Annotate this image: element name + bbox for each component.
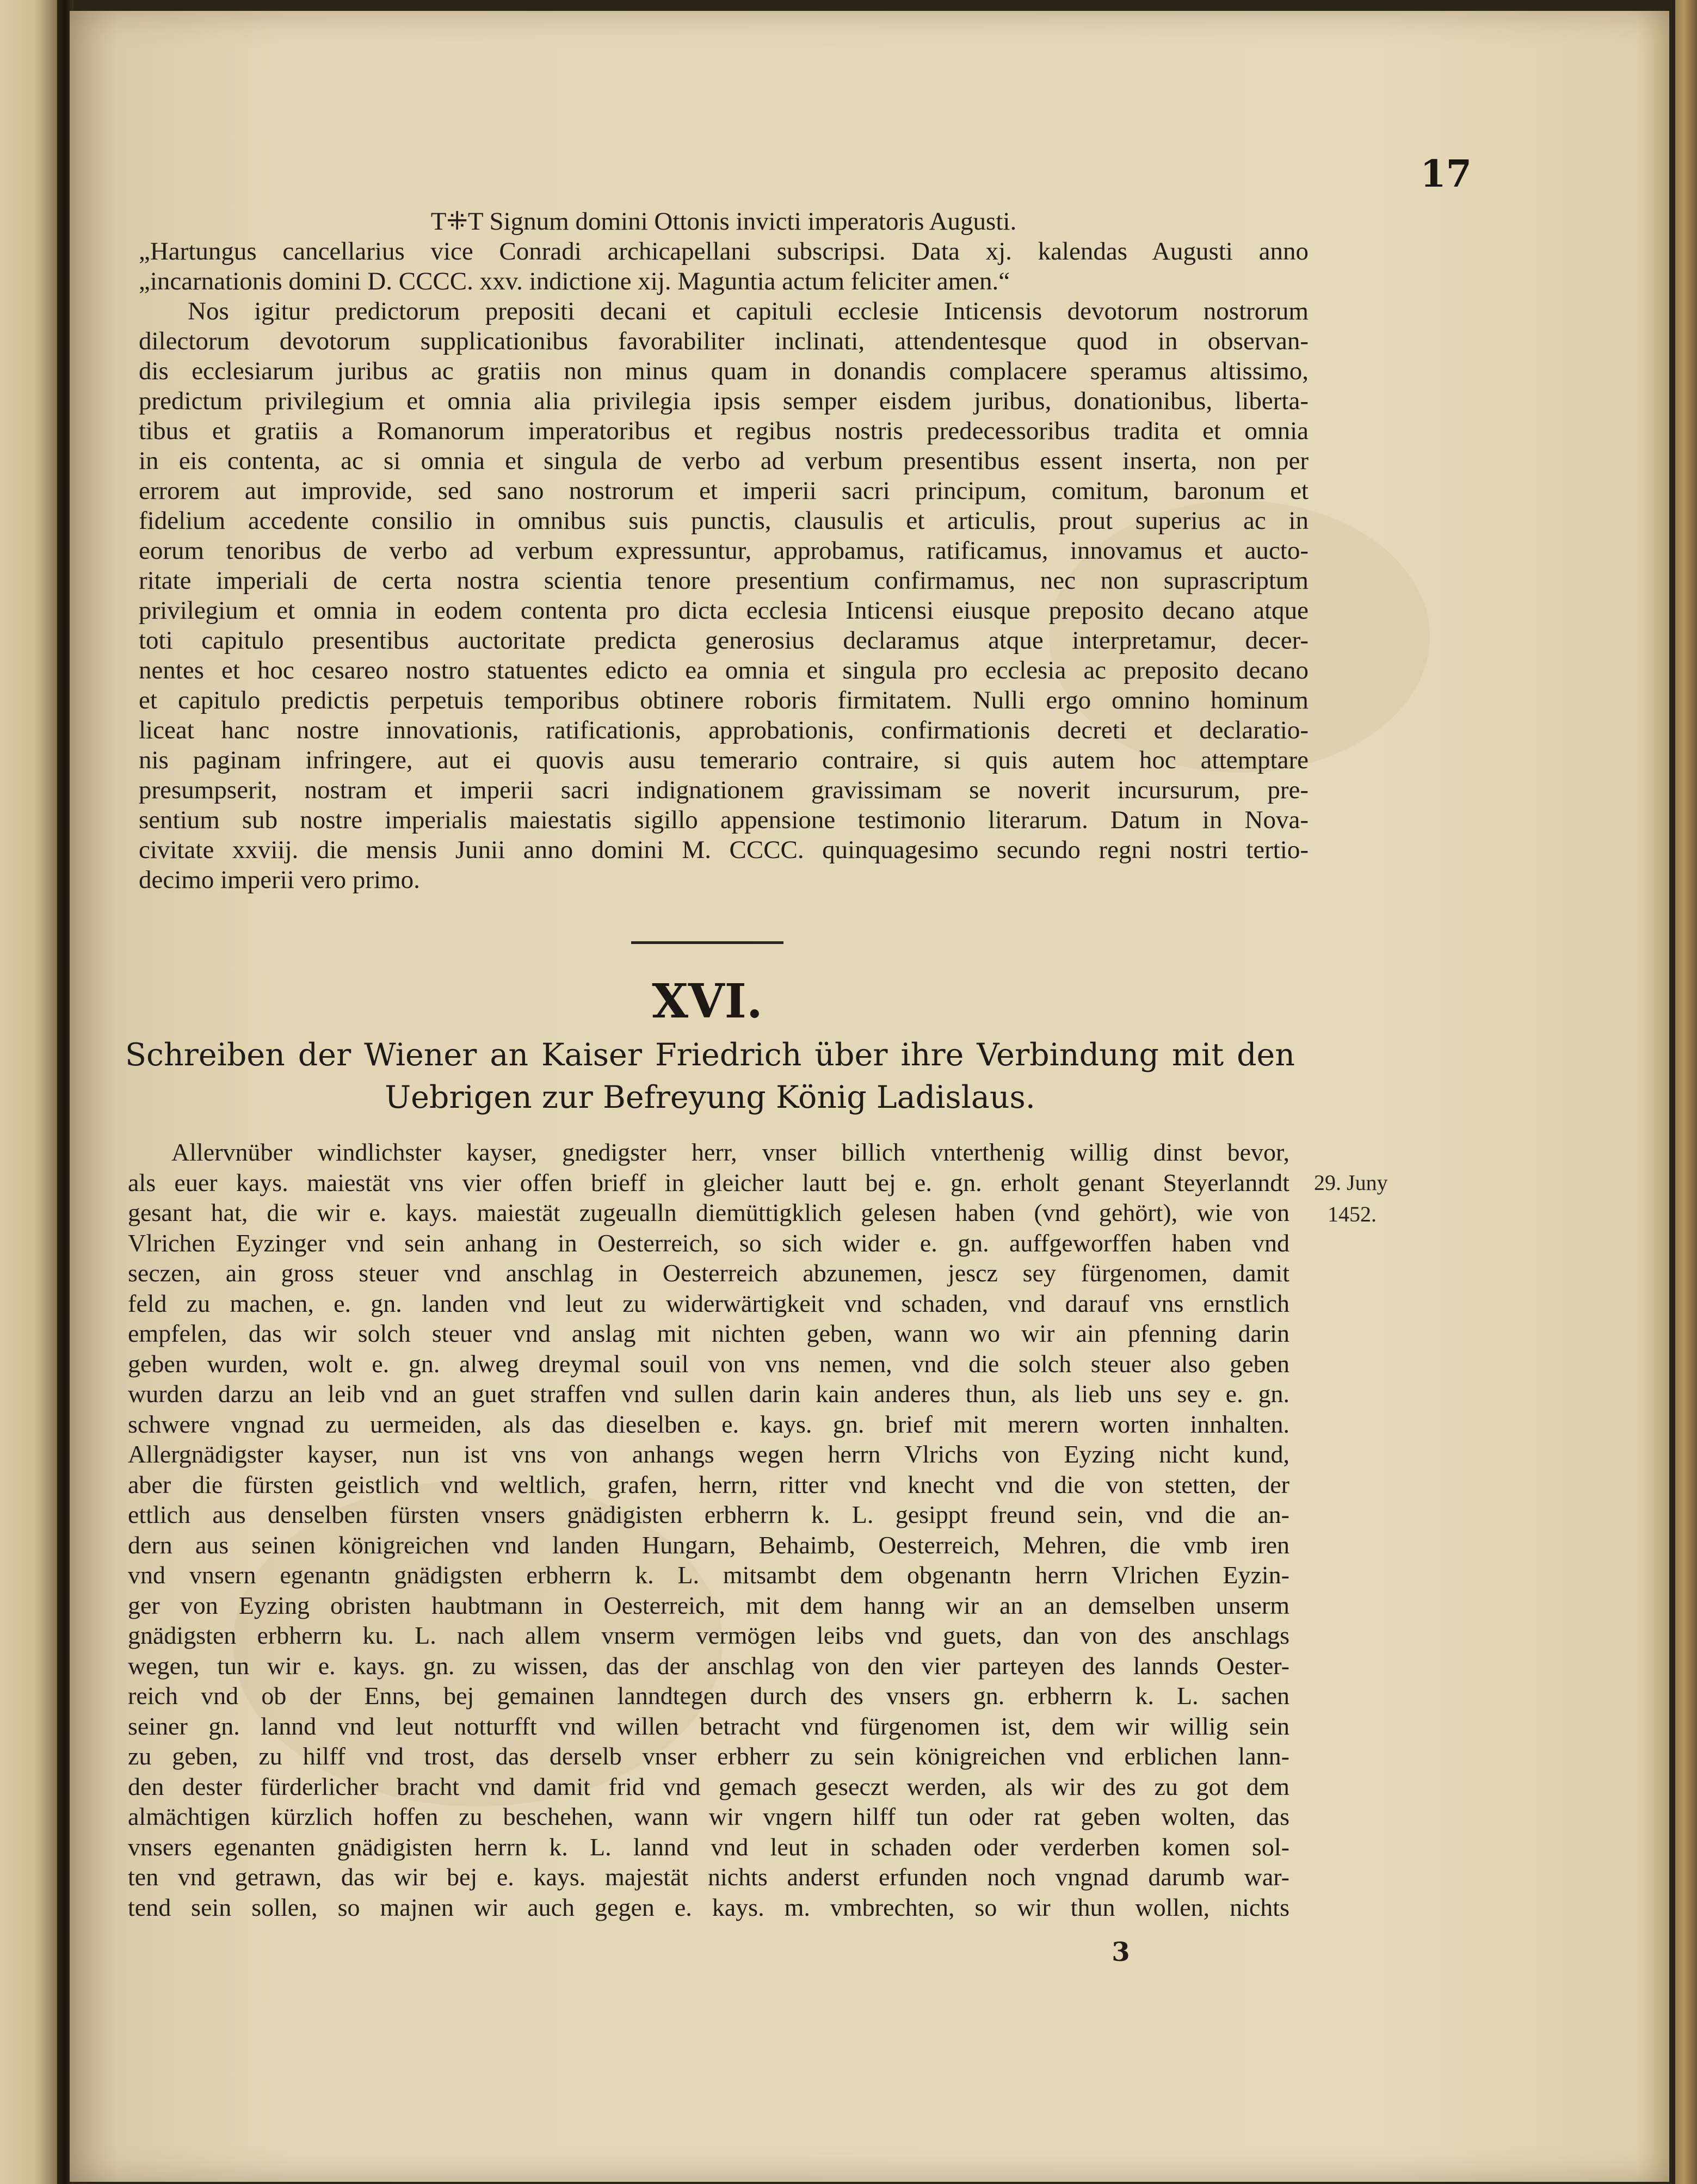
section-heading (125, 1034, 1295, 1119)
text-line: decimo imperii vero primo. (139, 866, 420, 894)
heading-line-2: Uebrigen zur Befreyung König Ladislaus. (385, 1079, 1035, 1115)
text-line: reich vnd ob der Enns, bej gemainen lanndtegen durch des vnsers gn. erbherrn k. L. sachen (128, 1682, 1289, 1710)
text-line: predictum privilegium et omnia alia privilegia ipsis semper eisdem juribus, donationibus, liberta- (139, 387, 1309, 415)
text-line: dis ecclesiarum juribus ac gratiis non minus quam in donandis complacere speramus altissimo, (139, 357, 1309, 385)
text-line: „Hartungus cancellarius vice Conradi archicapellani subscripsi. Data xj. kalendas Augusti anno (139, 237, 1309, 266)
text-line: Nos igitur predictorum prepositi decani et capituli ecclesie Inticensis devotorum nostrorum (188, 297, 1309, 325)
facing-page-edge (0, 0, 65, 2184)
text-line: seiner gn. lannd vnd leut notturfft vnd willen betracht vnd fürgenomen ist, dem wir willig sein (128, 1712, 1289, 1740)
text-line: gnädigsten erbherrn ku. L. nach allem vnserm vermögen leibs vnd guets, dan von des anschlags (128, 1621, 1289, 1649)
text-line: ger von Eyzing obristen haubtmann in Oesterreich, mit dem hanng wir an an demselben unserm (128, 1591, 1289, 1619)
text-line: almächtigen kürzlich hoffen zu beschehen, wann wir vngern hilff tun oder rat geben wolten, das (128, 1803, 1289, 1830)
text-line: errorem aut improvide, sed sano nostrorum et imperii sacri principum, comitum, baronum et (139, 477, 1309, 505)
text-line: den dester fürderlicher bracht vnd damit frid vnd gemach geseczt werden, als wir des zu got dem (128, 1772, 1289, 1800)
text-line: liceat hanc nostre innovationis, ratificationis, approbationis, confirmationis decreti et declaratio- (139, 716, 1309, 744)
text-line: als euer kays. maiestät vns vier offen brieff in gleicher lautt bej e. gn. erholt genant Steyerlanndt (128, 1168, 1289, 1196)
text-line: tibus et gratiis a Romanorum imperatoribus et regibus nostris predecessoribus tradita et omnia (139, 417, 1309, 445)
latin-charter-text (139, 207, 1309, 895)
text-line: Allervnüber windlichster kayser, gnedigster herr, vnser billich vnterthenig willig dinst bevor, (171, 1138, 1289, 1166)
text-line: eorum tenoribus de verbo ad verbum expressuntur, approbamus, ratificamus, innovamus et aucto- (139, 536, 1309, 565)
text-line: aber die fürsten geistlich vnd weltlich, grafen, herrn, ritter vnd knecht vnd die von stetten, der (128, 1470, 1289, 1498)
text-line: nis paginam infringere, aut ei quovis ausu temerario contraire, si quis autem hoc attemptare (139, 746, 1309, 774)
text-line: geben wurden, wolt e. gn. alweg dreymal souil von vns nemen, vnd die solch steuer also geben (128, 1349, 1289, 1378)
text-line: tend sein sollen, so majnen wir auch gegen e. kays. m. vmbrechten, so wir thun wollen, nichts (128, 1893, 1289, 1921)
text-line: T⁜T Signum domini Ottonis invicti imperatoris Augusti. (430, 207, 1017, 236)
text-line: in eis contenta, ac si omnia et singula de verbo ad verbum presentibus essent inserta, non per (139, 447, 1309, 475)
text-line: Allergnädigster kayser, nun ist vns von anhangs wegen herrn Vlrichs von Eyzing nicht kund, (128, 1440, 1289, 1468)
text-line: sentium sub nostre imperialis maiestatis sigillo appensione testimonio literarum. Datum in Nova- (139, 806, 1309, 834)
text-line: privilegium et omnia in eodem contenta pro dicta ecclesia Inticensi eiusque preposito decano atque (139, 596, 1309, 625)
text-line: dilectorum devotorum supplicationibus favorabiliter inclinati, attendentesque quod in observan- (139, 327, 1309, 355)
letter-text (128, 1137, 1289, 1922)
text-line: toti capitulo presentibus auctoritate predicta generosius declaramus atque interpretamur, decer- (139, 626, 1309, 655)
text-line: wurden darzu an leib vnd an guet straffen vnd sullen darin kain anderes thun, als lieb uns sey e. gn. (128, 1380, 1289, 1408)
section-divider (631, 941, 783, 944)
text-line: et capitulo predictis perpetuis temporibus obtinere roboris firmitatem. Nulli ergo omnino hominum (139, 686, 1309, 714)
page-number: 17 (1420, 152, 1472, 196)
page-fore-edge (1675, 0, 1697, 2184)
text-line: vnsers egenanten gnädigisten herrn k. L. lannd vnd leut in schaden oder verderben komen sol- (128, 1833, 1289, 1861)
text-line: wegen, tun wir e. kays. gn. zu wissen, das der anschlag von den vier parteyen des lannds Oester- (128, 1651, 1289, 1680)
text-line: fidelium accedente consilio in omnibus suis punctis, clausulis et articulis, prout superius ac in (139, 507, 1309, 535)
marginal-year: 1452. (1328, 1202, 1377, 1226)
text-line: seczen, ain gross steuer vnd anschlag in Oesterreich abzunemen, jescz sey fürgenomen, damit (128, 1259, 1289, 1287)
text-line: gesant hat, die wir e. kays. maiestät zugeualln diemüttigklich gelesen haben (vnd gehört), wie von (128, 1199, 1289, 1226)
section-number: XVI. (652, 974, 763, 1029)
marginal-date-note (1314, 1167, 1423, 1230)
text-line: civitate xxviij. die mensis Junii anno domini M. CCCC. quinquagesimo secundo regni nostri tertio- (139, 836, 1309, 864)
text-line: ritate imperiali de certa nostra scientia tenore presentium confirmamus, nec non suprascriptum (139, 566, 1309, 595)
text-line: ten vnd getrawn, das wir bej e. kays. majestät nichts anderst erfunden noch vngnad darumb war- (128, 1863, 1289, 1891)
text-line: schwere vngnad zu uermeiden, als das dieselben e. kays. gn. brief mit merern worten innhalten. (128, 1410, 1289, 1438)
text-line: vnd vnsern egenantn gnädigsten erbherrn k. L. mitsambt dem obgenantn herrn Vlrichen Eyzin- (128, 1561, 1289, 1589)
text-line: „incarnationis domini D. CCCC. xxv. indictione xij. Maguntia actum feliciter amen.“ (139, 267, 1010, 295)
text-line: feld zu machen, e. gn. landen vnd leut zu widerwärtigkeit vnd schaden, vnd darauf vns ernstlich (128, 1289, 1289, 1317)
text-line: dern aus seinen königreichen vnd landen Hungarn, Behaimb, Oesterreich, Mehren, die vmb iren (128, 1531, 1289, 1559)
text-line: ettlich aus denselben fürsten vnsers gnädigisten erbherrn k. L. gesippt freund sein, vnd die an- (128, 1501, 1289, 1528)
text-line: zu geben, zu hilff vnd trost, das derselb vnser erbherr zu sein königreichen vnd erblichen lann- (128, 1742, 1289, 1770)
text-line: empfelen, das wir solch steuer vnd anslag mit nichten geben, wann wo wir ain pfenning darin (128, 1319, 1289, 1347)
text-line: nentes et hoc cesareo nostro statuentes edicto ea omnia et singula pro ecclesia ac preposito decano (139, 656, 1309, 684)
heading-line-1: Schreiben der Wiener an Kaiser Friedrich über ihre Verbindung mit den (125, 1037, 1295, 1073)
signature-mark: 3 (1112, 1937, 1130, 1967)
text-line: presumpserit, nostram et imperii sacri indignationem gravissimam se noverit incursurum, pre- (139, 776, 1309, 804)
text-line: Vlrichen Eyzinger vnd sein anhang in Oesterreich, so sich wider e. gn. auffgeworffen haben vnd (128, 1229, 1289, 1257)
marginal-date: 29. Juny (1314, 1170, 1388, 1195)
